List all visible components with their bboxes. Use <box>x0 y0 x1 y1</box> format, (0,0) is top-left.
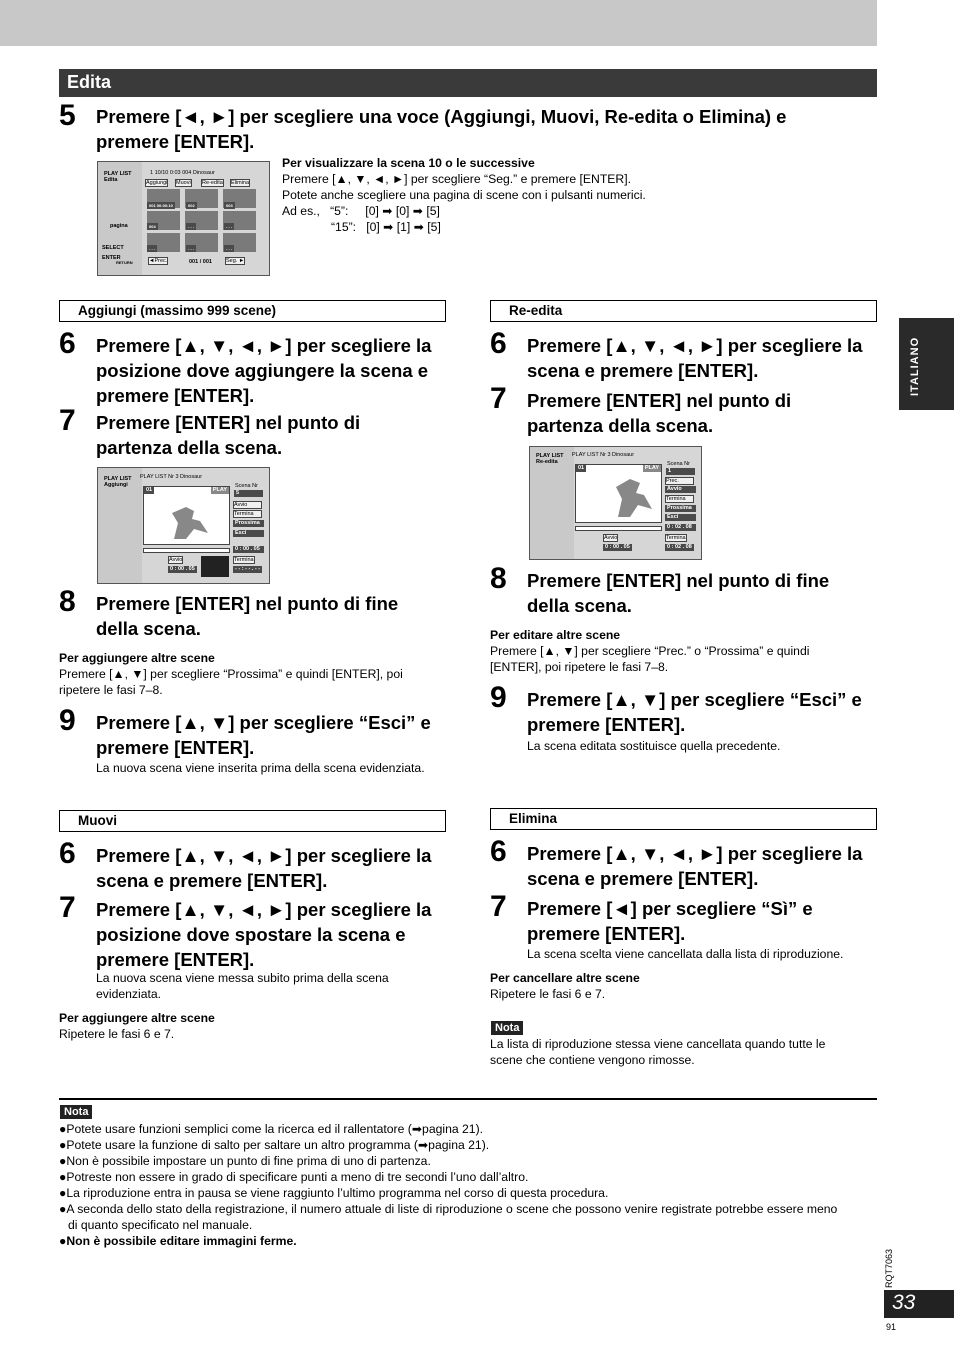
menu-prossima[interactable]: Prossima <box>665 505 696 512</box>
tip-line: [ENTER], poi ripetere le fasi 7–8. <box>490 660 669 674</box>
tab-muovi[interactable]: Muovi <box>176 180 191 186</box>
avvio-time: 0 : 00 . 05 <box>605 544 630 550</box>
pagina-label: pagina <box>110 223 128 229</box>
scene-num: 01 <box>146 487 153 493</box>
tip-title: Per aggiungere altre scene <box>59 651 215 665</box>
progress-bar[interactable] <box>143 548 230 553</box>
tip-title: Per aggiungere altre scene <box>59 1011 215 1025</box>
menu-prossima[interactable]: Prossima <box>233 520 264 527</box>
menu-esci[interactable]: Esci <box>233 530 264 537</box>
next-button[interactable]: Seg. ► <box>226 258 245 264</box>
muovi-header <box>59 810 446 832</box>
screen-side-title: PLAY LIST Re-edita <box>536 453 564 465</box>
thumb-label: - - - <box>188 224 195 229</box>
video-frame <box>143 486 230 545</box>
thumb-label: - - - <box>149 246 156 251</box>
step-text: Premere [▲, ▼, ◄, ►] per scegliere la posizione dove spostare la scena e premere [ENTER]. <box>96 899 432 970</box>
avvio-label: Avvio <box>169 557 183 563</box>
note-item: ●Potete usare la funzione di salto per saltare un altro programma (➡pagina 21). <box>59 1138 490 1152</box>
menu-prec[interactable]: Prec. <box>665 477 694 485</box>
step-number: 7 <box>490 382 507 415</box>
tab-elimina[interactable]: Elimina <box>231 180 250 186</box>
step-5-number: 5 <box>59 99 76 132</box>
screen-header: 1 10/10 0:03 004 Dinosaur <box>150 170 215 176</box>
note-item: ●A seconda dello stato della registrazione, il numero attuale di liste di riproduzione o scene che possono venire registrate potrebbe essere meno <box>59 1202 838 1216</box>
step-text: Premere [ENTER] nel punto di partenza della scena. <box>527 390 792 436</box>
video-frame <box>575 464 662 523</box>
tip-line: ripetere le fasi 7–8. <box>59 683 163 697</box>
prev-button[interactable]: ◄Prec. <box>149 258 168 264</box>
note-item: di quanto specificato nel manuale. <box>68 1218 253 1232</box>
enter-label: ENTER <box>102 255 121 261</box>
scena-nr-value: 5 <box>234 490 263 497</box>
reedita-screen <box>529 446 702 560</box>
tip-line: Premere [▲, ▼] per scegliere “Prec.” o “Prossima” e quindi <box>490 644 810 658</box>
screen-header: PLAY LIST Nr 3 Dinosaur <box>572 452 635 458</box>
time-display: 0 : 00 . 05 <box>233 546 264 553</box>
elimina-header <box>490 808 877 830</box>
tip-title: Per cancellare altre scene <box>490 971 640 985</box>
note-item: ●Non è possibile editare immagini ferme. <box>59 1234 297 1248</box>
aggiungi-header <box>59 300 446 322</box>
thumb-label: 001 00:00:10 <box>149 203 173 208</box>
termina-time: 0 : 02 . 08 <box>667 544 692 550</box>
return-label: RETURN <box>116 260 133 265</box>
dinosaur-image <box>606 475 656 519</box>
thumb-label: - - - <box>226 224 233 229</box>
page-number: 33 <box>892 1291 916 1314</box>
document-code: RQT7063 <box>884 1248 894 1288</box>
end-thumbnail <box>201 556 229 577</box>
thumb-label: - - - <box>188 246 195 251</box>
top-band <box>0 0 877 46</box>
edita-screen <box>97 161 270 276</box>
step-text: Premere [◄] per scegliere “Sì” e premere [ENTER]. <box>527 898 813 944</box>
tip-line: Ripetere le fasi 6 e 7. <box>59 1027 175 1041</box>
step-text: Premere [▲, ▼, ◄, ►] per scegliere la scena e premere [ENTER]. <box>527 843 863 889</box>
step-5-text: Premere [◄, ►] per scegliere una voce (Aggiungi, Muovi, Re-edita o Elimina) e premere [ENTER]. <box>96 106 787 152</box>
reedita-header-label: Re-edita <box>509 303 563 318</box>
pager: 001 / 001 <box>189 259 212 265</box>
note-item: ●Non è possibile impostare un punto di fine prima di uno di partenza. <box>59 1154 431 1168</box>
sheet-number: 91 <box>886 1322 897 1332</box>
screen-side-title: PLAY LIST Aggiungi <box>104 476 132 488</box>
step-note: La scena editata sostituisce quella precedente. <box>527 739 781 753</box>
dinosaur-image <box>164 501 214 541</box>
scene-num: 01 <box>578 465 585 471</box>
termina-label: Termina <box>234 557 254 563</box>
play-indicator: PLAY <box>212 487 227 493</box>
scena-nr-label: Scena Nr <box>235 483 258 489</box>
step-text: Premere [▲, ▼, ◄, ►] per scegliere la posizione dove aggiungere la scena e premere [ENTER]. <box>96 335 432 406</box>
aggiungi-screen <box>97 467 270 584</box>
divider <box>59 1098 877 1100</box>
tip-line: Premere [▲, ▼] per scegliere “Prossima” e quindi [ENTER], poi <box>59 667 403 681</box>
note-item: ●Potete usare funzioni semplici come la ricerca ed il rallentatore (➡pagina 21). <box>59 1122 484 1136</box>
tip-line: “15”: [0] ➡ [1] ➡ [5] <box>331 220 441 234</box>
step-note: La scena scelta viene cancellata dalla lista di riproduzione. <box>527 947 844 961</box>
note-item: ●La riproduzione entra in pausa se viene raggiunto l’ultimo programma nel corso di questa procedura. <box>59 1186 609 1200</box>
termina-time: - - : - - . - - <box>235 566 261 572</box>
step-number: 6 <box>490 835 507 868</box>
scena-nr-value: 1 <box>666 468 695 475</box>
tip-line: Potete anche scegliere una pagina di scene con i pulsanti numerici. <box>282 188 646 202</box>
step-number: 9 <box>59 704 76 737</box>
nota-badge: Nota <box>60 1105 92 1119</box>
scena-nr-label: Scena Nr <box>667 461 690 467</box>
termina-label: Termina <box>666 535 686 541</box>
nota-text: scene che contiene vengono rimosse. <box>490 1053 695 1067</box>
step-text: Premere [▲, ▼, ◄, ►] per scegliere la scena e premere [ENTER]. <box>96 845 432 891</box>
nota-badge: Nota <box>491 1021 523 1035</box>
screen-sidebar <box>98 162 142 275</box>
step-number: 6 <box>490 327 507 360</box>
step-text: Premere [ENTER] nel punto di fine della scena. <box>96 593 399 639</box>
thumb-label: 003 <box>226 203 233 208</box>
tab-re-edita[interactable]: Re-edita <box>202 180 223 186</box>
aggiungi-header-label: Aggiungi (massimo 999 scene) <box>78 303 277 318</box>
elimina-header-label: Elimina <box>509 811 558 826</box>
menu-termina[interactable]: Termina <box>665 495 694 503</box>
step-text: Premere [▲, ▼] per scegliere “Esci” e premere [ENTER]. <box>527 689 862 735</box>
step-number: 6 <box>59 327 76 360</box>
step-number: 8 <box>59 585 76 618</box>
step-number: 8 <box>490 562 507 595</box>
step-number: 6 <box>59 837 76 870</box>
step-number: 7 <box>490 890 507 923</box>
time-display: 0 : 02 . 08 <box>665 524 696 531</box>
section-title: Edita <box>67 72 112 92</box>
step-text: Premere [▲, ▼] per scegliere “Esci” e premere [ENTER]. <box>96 712 431 758</box>
muovi-header-label: Muovi <box>78 813 117 828</box>
thumb-label: 002 <box>188 203 195 208</box>
screen-sidebar <box>98 468 142 583</box>
note-item: ●Potreste non essere in grado di specificare punti a meno di tre secondi l’uno dall’altro. <box>59 1170 529 1184</box>
step-note: La nuova scena viene inserita prima della scena evidenziata. <box>96 761 425 775</box>
play-indicator: PLAY <box>644 465 659 471</box>
menu-avvio[interactable]: Avvio <box>233 501 262 509</box>
progress-bar[interactable] <box>575 526 662 531</box>
tab-aggiungi[interactable]: Aggiungi <box>146 180 168 186</box>
thumb-label: - - - <box>226 246 233 251</box>
avvio-label: Avvio <box>604 535 618 541</box>
tip-line: Premere [▲, ▼, ◄, ►] per scegliere “Seg.” e premere [ENTER]. <box>282 172 631 186</box>
tip-title: Per visualizzare la scena 10 o le successive <box>282 156 535 170</box>
avvio-time: 0 : 00 . 05 <box>170 566 195 572</box>
section-header <box>59 69 877 97</box>
step-text: Premere [ENTER] nel punto di partenza della scena. <box>96 412 361 458</box>
tip-line: Ad es., “5”: [0] ➡ [0] ➡ [5] <box>282 204 440 218</box>
step-number: 9 <box>490 681 507 714</box>
step-number: 7 <box>59 404 76 437</box>
thumb-label: 004 <box>149 224 156 229</box>
tip-title: Per editare altre scene <box>490 628 621 642</box>
language-tab-label: ITALIANO <box>909 336 921 396</box>
step-text: Premere [ENTER] nel punto di fine della scena. <box>527 570 830 616</box>
step-text: Premere [▲, ▼, ◄, ►] per scegliere la scena e premere [ENTER]. <box>527 335 863 381</box>
screen-side-title: PLAY LIST Edita <box>104 171 132 183</box>
step-note: evidenziata. <box>96 987 162 1001</box>
screen-header: PLAY LIST Nr 3 Dinosaur <box>140 474 203 480</box>
step-note: La nuova scena viene messa subito prima della scena <box>96 971 389 985</box>
select-label: SELECT <box>102 245 124 251</box>
language-tab <box>899 318 954 410</box>
nota-text: La lista di riproduzione stessa viene cancellata quando tutte le <box>490 1037 826 1051</box>
menu-termina[interactable]: Termina <box>233 510 262 518</box>
page-number-box <box>884 1290 954 1318</box>
reedita-header <box>490 300 877 322</box>
tip-line: Ripetere le fasi 6 e 7. <box>490 987 606 1001</box>
menu-esci[interactable]: Esci <box>665 514 696 521</box>
screen-sidebar <box>530 447 574 559</box>
menu-avvio[interactable]: Avvio <box>665 486 696 493</box>
step-number: 7 <box>59 891 76 924</box>
